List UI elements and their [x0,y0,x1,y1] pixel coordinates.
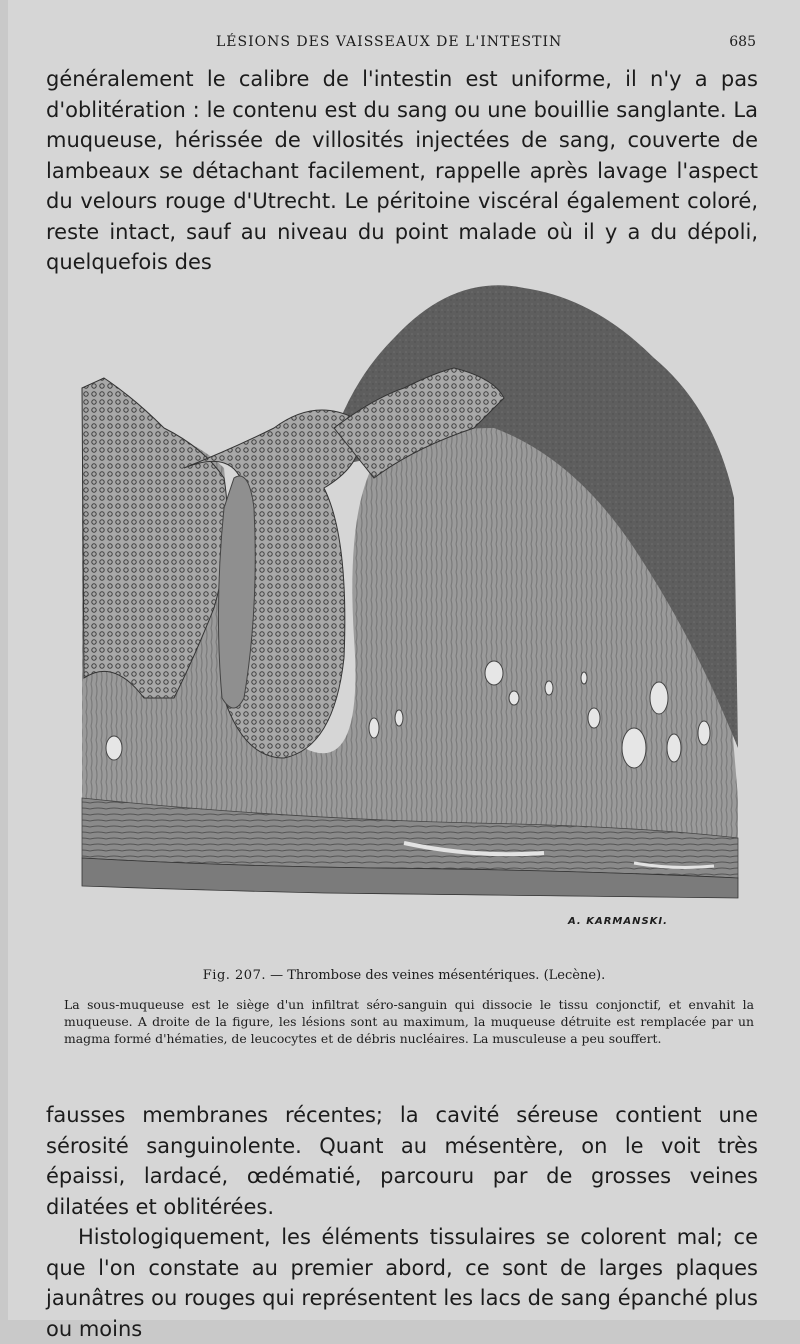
body-paragraph-top [46,64,758,278]
histology-figure [74,278,748,948]
paragraph-continued-text: fausses membranes récentes; la cavité séreuse contient une sérosité sanguinolente. Quant au mésentère, on le voit très épaissi, lardacé, œdématié, parcouru par de grosses veines dilatées et oblitérées. [46,1103,758,1219]
figure-legend: La sous-muqueuse est le siège d'un infiltrat séro-sanguin qui dissocie le tissu conjonctif, et envahit la muqueuse. A droite de la figure, les lésions sont au maximum, la muqueuse détruite est remplacée par un magma formé d'hématies, de leucocytes et de débris nucléaires. La musculeuse a peu souffert. [64,997,754,1046]
figure-caption [8,968,800,983]
book-page [8,0,800,1341]
histology-illustration [74,278,748,948]
paragraph-new-text: Histologiquement, les éléments tissulaires se colorent mal; ce que l'on constate au premier abord, ce sont de larges plaques jaunâtres ou rouges qui représentent les lacs de sang épanché plus ou moins [46,1225,758,1341]
running-head [8,34,800,58]
paragraph-top-text: généralement le calibre de l'intestin est uniforme, il n'y a pas d'oblitération : le contenu est du sang ou une bouillie sanglante. La muqueuse, hérissée de villosités injectées de sang, couverte de lambeaux se détachant facilement, rappelle après lavage l'aspect du velours rouge d'Utrecht. Le péritoine viscéral également coloré, reste intact, sauf au niveau du point malade où il y a du dépoli, quelquefois des [46,67,758,274]
body-paragraph-bottom [46,1100,758,1344]
artist-signature: A. KARMANSKI. [568,916,668,927]
figure-number: Fig. 207. [202,968,266,983]
figure-title: — Thrombose des veines mésentériques. (Lecène). [270,968,606,983]
page-number: 685 [729,34,756,50]
running-title: LÉSIONS DES VAISSEAUX DE L'INTESTIN [216,34,563,50]
